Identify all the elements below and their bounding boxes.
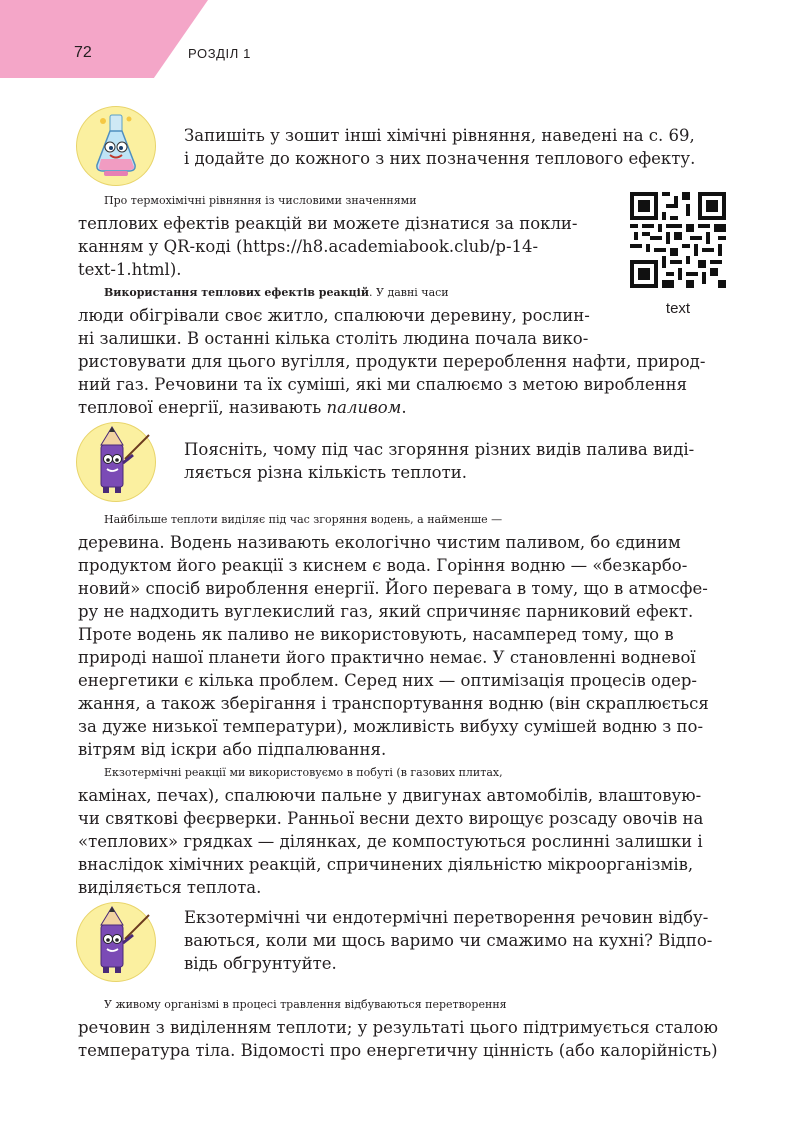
- paragraph-exothermic: [78, 761, 726, 899]
- text-line: ристовувати для цього вугілля, продукти перероблення нафти, природ-: [78, 352, 706, 371]
- text-line: Екзотермічні реакції ми використовуємо в побуті (в газових плитах,: [104, 766, 503, 779]
- text-line: Запишіть у зошит інші хімічні рівняння, наведені на с. 69,: [184, 126, 695, 145]
- text-line: люди обігрівали своє житло, спалюючи деревину, рослин-: [78, 306, 590, 325]
- text-fragment: . У давні часи: [369, 286, 449, 299]
- task-block-3: [76, 902, 728, 982]
- paragraph-heading: Використання теплових ефектів реакцій: [104, 286, 369, 299]
- text-line: Проте водень як паливо не використовують, насамперед тому, що в: [78, 625, 674, 644]
- task-text-1: [184, 124, 728, 170]
- header-tab: [0, 0, 208, 78]
- text-line: енергетики є кілька проблем. Серед них — оптимізація процесів одер-: [78, 671, 697, 690]
- text-line: «теплових» грядках — ділянках, де компостуються рослинні залишки і: [78, 832, 703, 851]
- paragraph-usage-wide: [78, 350, 726, 419]
- paragraph-usage-narrow: [78, 304, 620, 350]
- text-line: речовин з виділенням теплоти; у результаті цього підтримується сталою: [78, 1018, 718, 1037]
- text-line: Найбільше теплоти виділяє під час згоряння водень, а найменше —: [104, 513, 503, 526]
- page-number: 72: [74, 44, 92, 61]
- pencil-character-icon: [76, 902, 156, 982]
- task-text-3: [184, 906, 728, 975]
- key-term: паливом: [326, 398, 402, 417]
- text-line: Поясніть, чому під час згоряння різних видів палива виді-: [184, 440, 695, 459]
- paragraph-organism: [78, 993, 726, 1062]
- pencil-character-icon: [76, 422, 156, 502]
- text-line: температура тіла. Відомості про енергетичну цінність (або калорійність): [78, 1041, 718, 1060]
- text-line: канням у QR-коді (https://h8.academiabook.club/p-14-: [78, 237, 539, 256]
- text-line: вітрям від іскри або підпалювання.: [78, 740, 387, 759]
- text-line: чи святкові феєрверки. Ранньої весни дехто вирощує розсаду овочів на: [78, 809, 704, 828]
- section-label: РОЗДІЛ 1: [188, 46, 251, 61]
- text-line: природі нашої планети його практично немає. У становленні водневої: [78, 648, 696, 667]
- text-line: за дуже низької температури), можливість вибуху сумішей водню з по-: [78, 717, 704, 736]
- text-line: внаслідок хімічних реакцій, спричинених діяльністю мікроорганізмів,: [78, 855, 694, 874]
- text-line: ні залишки. В останні кілька століть людина почала вико-: [78, 329, 589, 348]
- text-line: камінах, печах), спалюючи пальне у двигунах автомобілів, влаштовую-: [78, 786, 702, 805]
- text-line: виділяється теплота.: [78, 878, 262, 897]
- text-line: новий» спосіб вироблення енергії. Його перевага в тому, що в атмосфе-: [78, 579, 708, 598]
- qr-code-icon[interactable]: [630, 192, 726, 288]
- flask-character-icon: [76, 106, 156, 186]
- text-line: ний газ. Речовини та їх суміші, які ми спалюємо з метою вироблення: [78, 375, 688, 394]
- text-fragment: теплової енергії, називають: [78, 398, 327, 417]
- text-line: і додайте до кожного з них позначення теплового ефекту.: [184, 149, 696, 168]
- text-line: деревина. Водень називають екологічно чистим паливом, бо єдиним: [78, 533, 681, 552]
- text-line: У живому організмі в процесі травлення відбуваються перетворення: [104, 998, 507, 1011]
- text-fragment: .: [401, 398, 407, 417]
- task-block-1: [76, 106, 728, 186]
- text-line: ваються, коли ми щось варимо чи смажимо на кухні? Відпо-: [184, 931, 713, 950]
- text-line: Екзотермічні чи ендотермічні перетворення речовин відбу-: [184, 908, 709, 927]
- text-line: ляється різна кількість теплоти.: [184, 463, 467, 482]
- text-line: text-1.html).: [78, 260, 182, 279]
- text-line: ру не надходить вуглекислий газ, який спричиняє парниковий ефект.: [78, 602, 694, 621]
- text-line: теплових ефектів реакцій ви можете дізнатися за покли-: [78, 214, 578, 233]
- text-line: продуктом його реакції з киснем є вода. Горіння водню — «безкарбо-: [78, 556, 688, 575]
- task-text-2: [184, 438, 728, 484]
- text-line: відь обгрунтуйте.: [184, 954, 337, 973]
- text-line: Про термохімічні рівняння із числовими значеннями: [104, 194, 417, 207]
- text-line: жання, а також зберігання і транспортування водню (він скраплюється: [78, 694, 709, 713]
- qr-caption: text: [665, 300, 691, 317]
- paragraph-hydrogen: [78, 508, 726, 761]
- task-block-2: [76, 422, 728, 502]
- paragraph-usage-line1: [78, 281, 620, 304]
- paragraph-qr: [78, 189, 620, 281]
